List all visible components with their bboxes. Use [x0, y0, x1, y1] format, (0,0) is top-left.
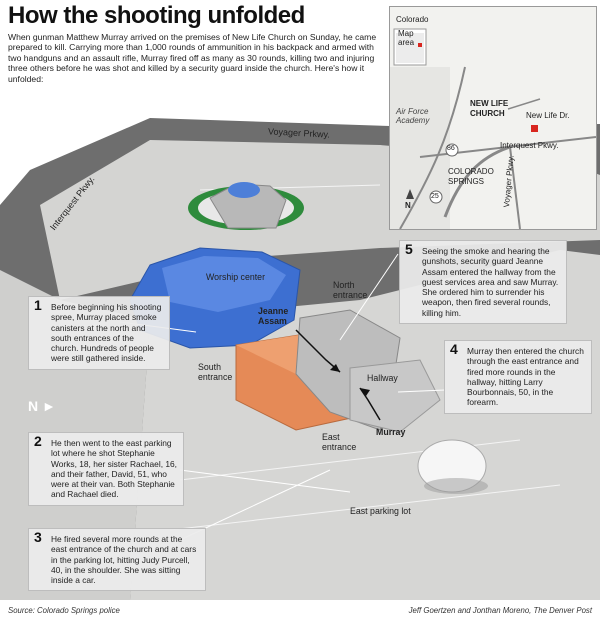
- inset-new-life-dr: New Life Dr.: [526, 111, 570, 120]
- credit-note: Jeff Goertzen and Jonthan Moreno, The Denver Post: [408, 606, 592, 615]
- inset-route-86: 86: [447, 145, 455, 152]
- callout-text: Murray then entered the church through the east entrance and fired more rounds in the hallway, hitting Larry Bourbonnais, 50, in the forearm.: [467, 346, 584, 408]
- label-south-entrance: South entrance: [198, 362, 233, 382]
- inset-north-label: N: [405, 201, 411, 210]
- callout-number: 2: [34, 433, 42, 449]
- callout-3: [28, 528, 206, 591]
- page-title: How the shooting unfolded: [8, 2, 305, 29]
- callout-2: [28, 432, 184, 506]
- intro-text: When gunman Matthew Murray arrived on the premises of New Life Church on Sunday, he came prepared to kill. Carrying more than 1,000 rounds of ammunition in his backpack and armed with two handguns and an assault rifle, Murray fired off as many as 30 rounds, killing two and injuring three others before he was shot and killed by a security guard inside the church. Here's how it unfolded:: [8, 32, 377, 84]
- label-murray: Murray: [376, 427, 406, 437]
- callout-number: 1: [34, 297, 42, 313]
- label-north-entrance: North entrance: [333, 280, 368, 300]
- callout-text: He then went to the east parking lot where he shot Stephanie Works, 18, her sister Rachael, 16, and their father, David, 51, who were at their van. Both Stephanie and Rachael died.: [51, 438, 177, 500]
- white-dome-shadow: [424, 478, 488, 494]
- callout-4: [444, 340, 592, 414]
- label-east-parking-lot: East parking lot: [350, 506, 411, 516]
- inset-air-force-academy: Air Force Academy: [396, 107, 430, 125]
- north-arrow-label: N ►: [28, 398, 56, 414]
- inset-interquest-label: Interquest Pkwy.: [500, 141, 559, 150]
- locator-inset-map: [389, 6, 597, 230]
- inset-church-label: NEW LIFE CHURCH: [470, 99, 509, 118]
- inset-route-25: 25: [431, 193, 439, 200]
- road-label-interquest: Interquest Pkwy.: [48, 174, 97, 233]
- callout-text: Before beginning his shooting spree, Murray placed smoke canisters at the north and south entrances of the church. Hundreds of people were still gathered inside.: [51, 302, 162, 364]
- callout-number: 3: [34, 529, 42, 545]
- callout-1: [28, 296, 170, 370]
- road-label-voyager: Voyager Prkwy.: [267, 126, 331, 140]
- label-worship-center: Worship center: [206, 272, 265, 282]
- label-jeanne-assam: Jeanne Assam: [258, 306, 289, 326]
- callout-number: 4: [450, 341, 458, 357]
- top-dome: [228, 182, 260, 198]
- inset-voyager-label: Voyager Pkwy.: [502, 154, 516, 208]
- callout-5: [399, 240, 567, 324]
- callout-text: Seeing the smoke and hearing the gunshots, security guard Jeanne Assam entered the hallway from the guest services area and saw Murray. She ordered him to surrender his weapon, then fired several rounds, killing him.: [422, 246, 559, 318]
- inset-state-label: Colorado: [396, 15, 429, 24]
- inset-map-area-label: Map area: [398, 29, 415, 47]
- north-arrow-icon: ►: [38, 398, 56, 414]
- label-east-entrance: East entrance: [322, 432, 357, 452]
- label-hallway: Hallway: [367, 373, 398, 383]
- callout-text: He fired several more rounds at the east entrance of the church and at cars in the parking lot, hitting Judy Purcell, 40, in the shoulder. She was sitting inside a car.: [51, 534, 197, 586]
- callout-number: 5: [405, 241, 413, 257]
- inset-colorado-springs: COLORADO SPRINGS: [448, 167, 494, 186]
- source-note: Source: Colorado Springs police: [8, 606, 120, 615]
